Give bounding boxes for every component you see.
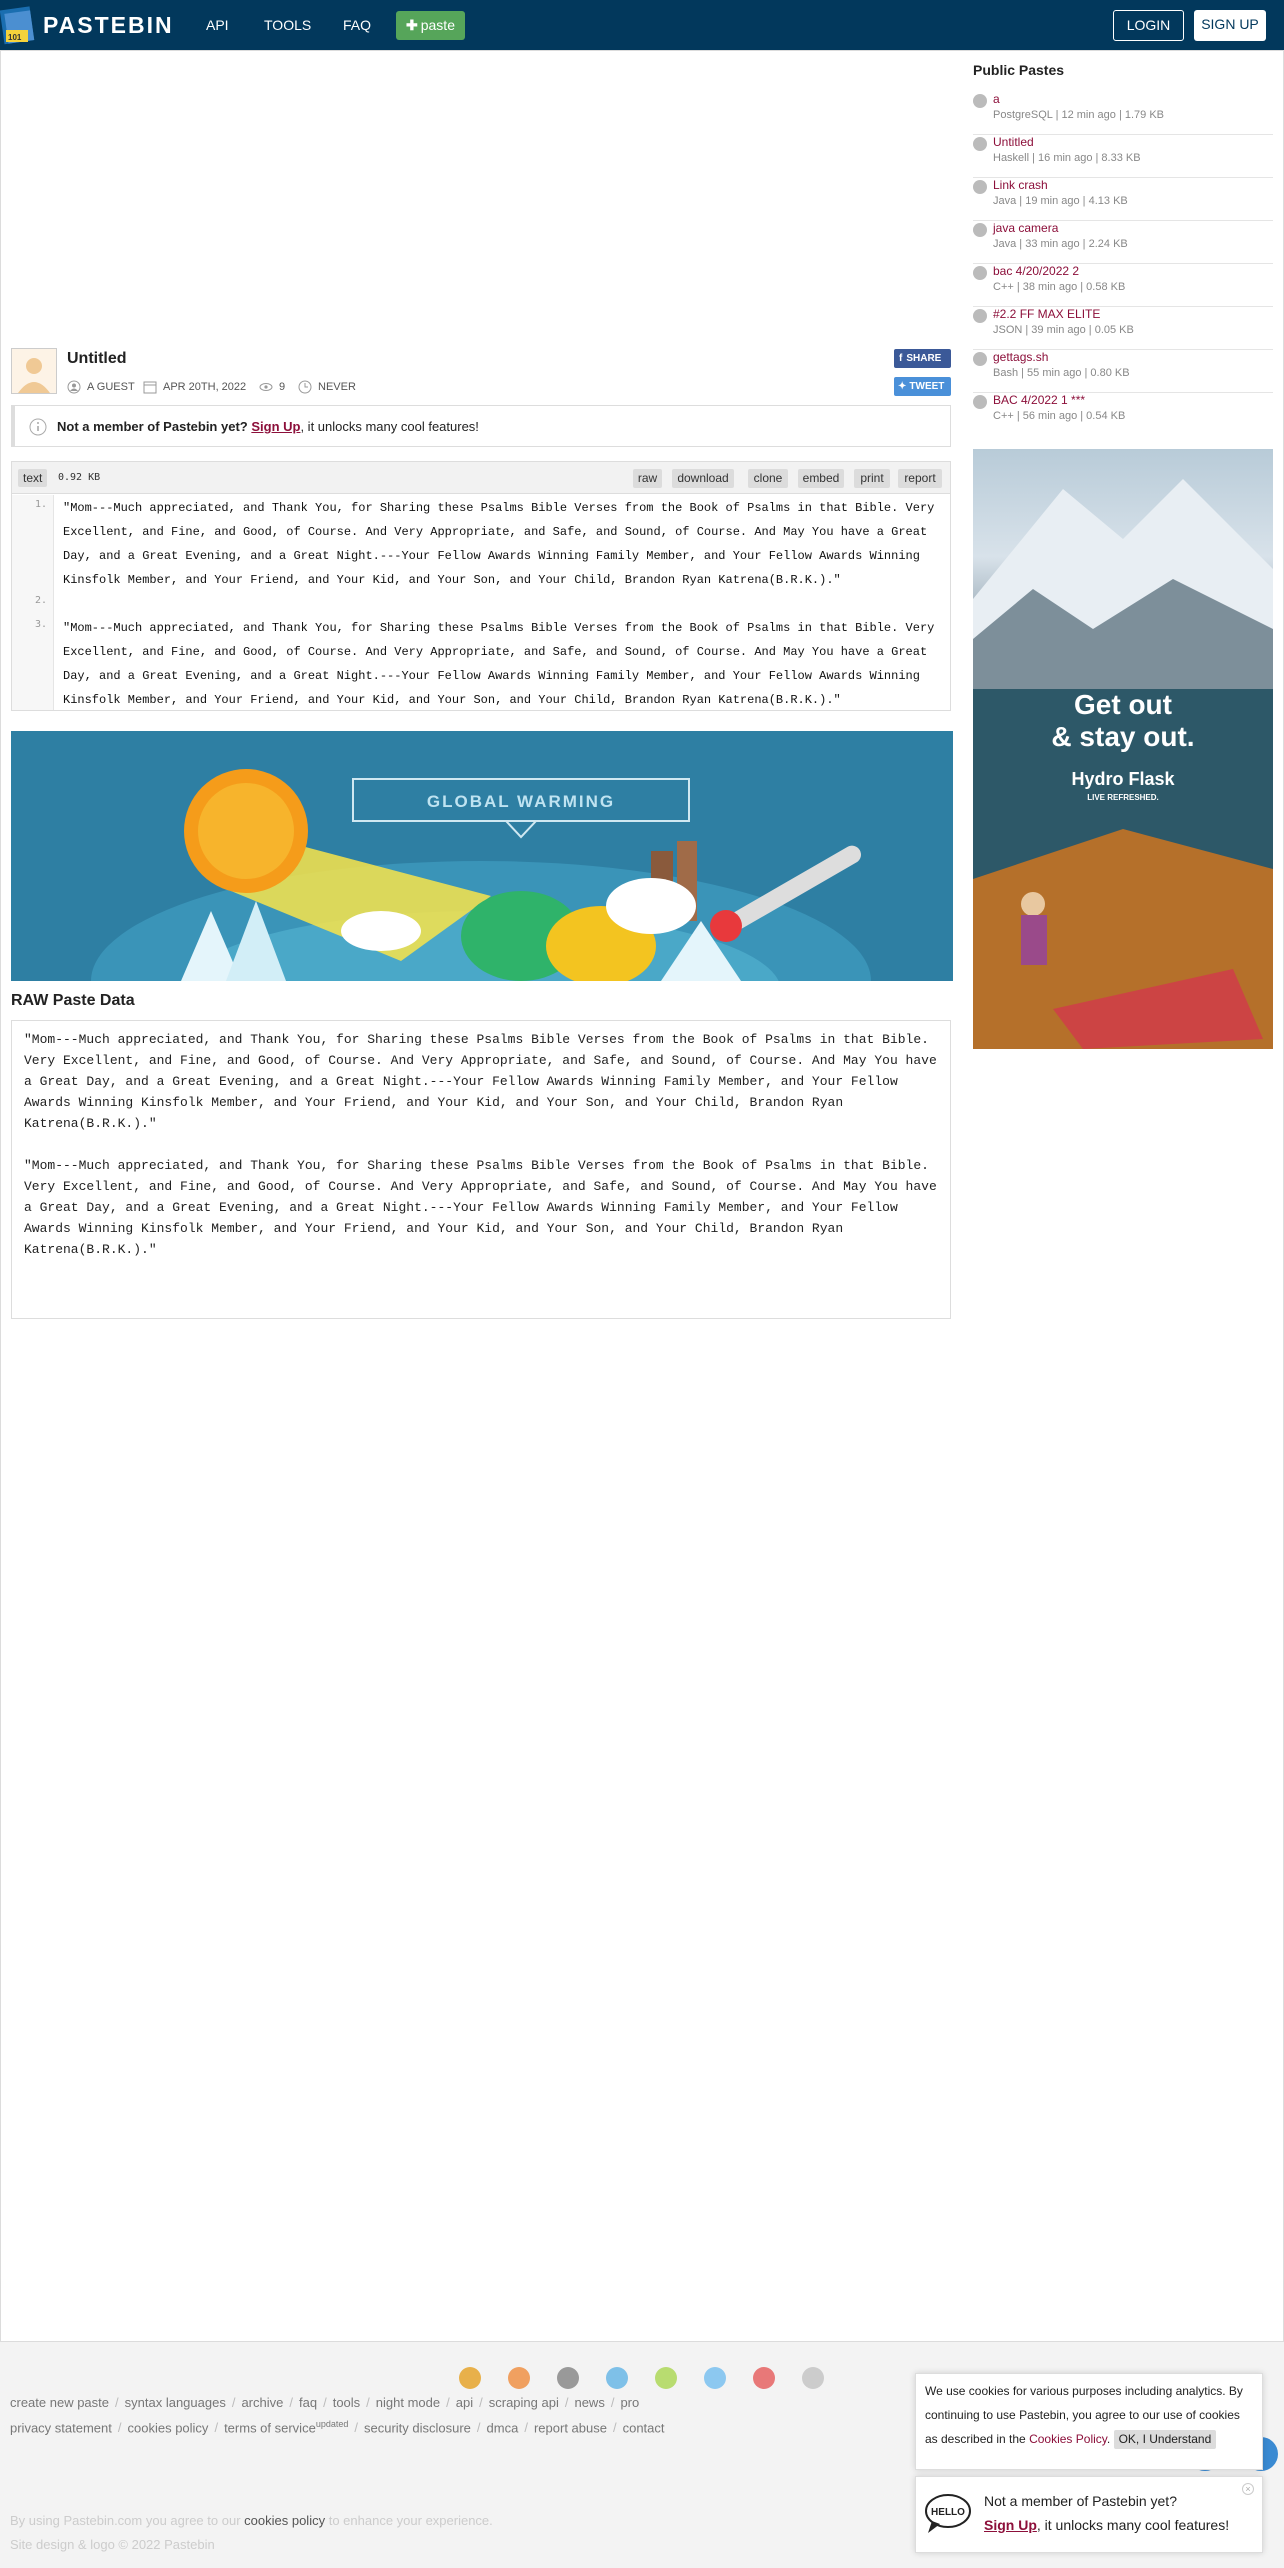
footer-link[interactable]: privacy statement xyxy=(10,2420,112,2436)
public-paste-item[interactable] xyxy=(973,307,1273,350)
expiry-value: NEVER xyxy=(318,381,356,393)
raw-paragraph: "Mom---Much appreciated, and Thank You, for Sharing these Psalms Bible Verses from the Book of Psalms in that Bible. Very Excellent, and Fine, and Good, of Course. And Very Appropriate, and Safe, and Sound, of Course. And May You have a Great Day, and a Great Evening, and a Great Night.---Your Fellow Awards Winning Family Member, and Your Fellow Awards Winning Kinsfolk Member, and Your Friend, and Your Kid, and Your Son, and Your Child, Brandon Ryan Katrena(B.R.K.)." xyxy=(24,1158,937,1257)
paste-expiry xyxy=(298,380,356,394)
date-value: APR 20TH, 2022 xyxy=(163,381,247,393)
paste-meta: PostgreSQL | 12 min ago | 1.79 KB xyxy=(993,109,1165,121)
footer-link[interactable]: tools xyxy=(332,2395,361,2410)
promo-rest-text: , it unlocks many cool features! xyxy=(1036,2517,1230,2533)
paste-meta: Haskell | 16 min ago | 8.33 KB xyxy=(993,152,1141,164)
code-toolbar xyxy=(12,462,950,494)
firefox-extension-icon[interactable] xyxy=(508,2367,530,2389)
footer-link[interactable]: contact xyxy=(622,2420,665,2436)
download-button[interactable]: download xyxy=(672,469,734,488)
user-icon xyxy=(67,380,81,394)
paste-name[interactable]: gettags.sh xyxy=(993,350,1049,364)
paste-title: Untitled xyxy=(67,350,127,367)
line-number-gutter xyxy=(12,495,54,710)
banner-headline: GLOBAL WARMING xyxy=(426,792,616,811)
embed-button[interactable]: embed xyxy=(798,469,844,488)
new-paste-button[interactable] xyxy=(396,11,465,40)
globe-icon xyxy=(973,223,987,237)
line-number: 2. xyxy=(34,595,47,606)
public-paste-item[interactable] xyxy=(973,393,1273,436)
signup-promo-popup xyxy=(915,2476,1263,2553)
ad-line1: Get out xyxy=(1074,689,1172,720)
print-button[interactable]: print xyxy=(854,469,890,488)
code-line: "Mom---Much appreciated, and Thank You, for Sharing these Psalms Bible Verses from the Book of Psalms in that Bible. Very Excellent, and Fine, and Good, of Course. And Very Appropriate, and Safe, and Sound, of Course. And May You have a Great Day, and a Great Evening, and a Great Night.---Your Fellow Awards Winning Family Member, and Your Fellow Awards Winning Kinsfolk Member, and Your Friend, and Your Kid, and Your Son, and Your Child, Brandon Ryan Katrena(B.R.K.)." xyxy=(63,501,935,587)
footer-link[interactable]: faq xyxy=(299,2395,318,2410)
public-paste-item[interactable] xyxy=(973,264,1273,307)
nav-tools[interactable]: TOOLS xyxy=(264,17,312,33)
ad-brand: Hydro Flask xyxy=(1071,769,1175,789)
user-silhouette-icon xyxy=(12,349,56,393)
share-label: SHARE xyxy=(906,353,942,364)
nav-faq[interactable]: FAQ xyxy=(343,17,372,33)
cookies-policy-link[interactable]: cookies policy xyxy=(244,2513,326,2528)
guest-avatar xyxy=(11,348,57,394)
twitter-tweet-button[interactable] xyxy=(894,377,951,396)
paste-name[interactable]: java camera xyxy=(993,221,1059,235)
public-paste-item[interactable] xyxy=(973,178,1273,221)
footer-link[interactable]: cookies policy xyxy=(127,2420,209,2436)
code-line xyxy=(63,592,948,616)
globe-icon xyxy=(973,352,987,366)
footer-link[interactable]: api xyxy=(455,2395,474,2410)
footer-link[interactable]: report abuse xyxy=(533,2420,607,2436)
public-pastes-heading: Public Pastes xyxy=(973,62,1065,78)
line-number: 1. xyxy=(34,499,47,510)
clone-button[interactable]: clone xyxy=(748,469,788,488)
notice-signup-link[interactable]: Sign Up xyxy=(251,419,301,434)
android-app-icon[interactable] xyxy=(655,2367,677,2389)
paste-views xyxy=(259,380,285,394)
agree-suffix: to enhance your experience. xyxy=(328,2513,493,2528)
top-header xyxy=(0,0,1284,50)
paste-name[interactable]: #2.2 FF MAX ELITE xyxy=(993,307,1101,321)
footer-link[interactable]: syntax languages xyxy=(124,2395,226,2410)
public-paste-item[interactable] xyxy=(973,350,1273,393)
globe-icon xyxy=(973,137,987,151)
pastebin-logo-icon[interactable] xyxy=(0,4,38,46)
cookie-text: We use cookies for various purposes including analytics. By continuing to use Pastebin, you agree to our use of cookies as described in the xyxy=(925,2384,1243,2446)
brand-name[interactable]: PASTEBIN xyxy=(43,12,174,38)
ad-line2: & stay out. xyxy=(1051,721,1195,752)
hydro-flask-side-ad[interactable] xyxy=(973,449,1273,1049)
public-paste-item[interactable] xyxy=(973,135,1273,178)
footer-links-row2: privacy statement / cookies policy / terms of service$^{updated}$ / security disclosure / dmca / report abuse / contact xyxy=(10,2419,665,2436)
info-icon xyxy=(29,418,47,436)
paste-meta: C++ | 56 min ago | 0.54 KB xyxy=(993,410,1126,422)
ios-app-icon[interactable] xyxy=(557,2367,579,2389)
signup-button[interactable]: SIGN UP xyxy=(1194,10,1266,41)
paste-name[interactable]: BAC 4/2022 1 *** xyxy=(993,393,1086,407)
macos-app-icon[interactable] xyxy=(704,2367,726,2389)
syntax-tag[interactable]: text xyxy=(18,469,47,487)
line-number: 3. xyxy=(34,619,47,630)
cookie-consent-popup: We use cookies for various purposes including analytics. By continuing to use Pastebin, you agree to our use of cookies as described in the Cookies Policy. OK, I Understand xyxy=(915,2373,1263,2470)
chrome-extension-icon[interactable] xyxy=(459,2367,481,2389)
globe-icon xyxy=(973,94,987,108)
facebook-share-button[interactable] xyxy=(894,349,951,368)
paste-meta: Java | 19 min ago | 4.13 KB xyxy=(993,195,1128,207)
twitter-bird-icon: ✦ xyxy=(898,381,907,392)
raw-paragraph: "Mom---Much appreciated, and Thank You, for Sharing these Psalms Bible Verses from the Book of Psalms in that Bible. Very Excellent, and Fine, and Good, of Course. And Very Appropriate, and Safe, and Sound, of Course. And May You have a Great Day, and a Great Evening, and a Great Night.---Your Fellow Awards Winning Family Member, and Your Fellow Awards Winning Kinsfolk Member, and Your Friend, and Your Kid, and Your Son, and Your Child, Brandon Ryan Katrena(B.R.K.)." xyxy=(24,1032,937,1131)
paste-name[interactable]: a xyxy=(993,92,1000,106)
footer-link[interactable]: news xyxy=(574,2395,605,2410)
updated-badge: updated xyxy=(315,2419,349,2429)
copyright: Site design & logo © 2022 Pastebin xyxy=(10,2537,215,2552)
globe-icon xyxy=(973,309,987,323)
cookie-agreement-note xyxy=(10,2513,493,2528)
tweet-label: TWEET xyxy=(909,381,945,392)
svg-text:101: 101 xyxy=(8,33,22,42)
footer-link[interactable]: archive xyxy=(241,2395,284,2410)
code-line: "Mom---Much appreciated, and Thank You, for Sharing these Psalms Bible Verses from the Book of Psalms in that Bible. Very Excellent, and Fine, and Good, of Course. And Very Appropriate, and Safe, and Sound, of Course. And May You have a Great Day, and a Great Evening, and a Great Night.---Your Fellow Awards Winning Family Member, and Your Fellow Awards Winning Kinsfolk Member, and Your Friend, and Your Kid, and Your Son, and Your Child, Brandon Ryan Katrena(B.R.K.)." xyxy=(63,621,935,707)
globe-icon xyxy=(973,395,987,409)
globe-icon xyxy=(973,266,987,280)
author-name[interactable]: A GUEST xyxy=(87,381,135,393)
promo-line1: Not a member of Pastebin yet? xyxy=(984,2493,1177,2509)
footer-link[interactable]: create new paste xyxy=(10,2395,110,2410)
ad-tagline: LIVE REFRESHED. xyxy=(1087,793,1159,802)
calendar-icon xyxy=(143,380,157,394)
cookie-policy-link[interactable]: Cookies Policy xyxy=(1029,2432,1107,2446)
hello-speech-bubble-icon xyxy=(924,2491,974,2535)
public-paste-item[interactable] xyxy=(973,92,1273,135)
close-icon[interactable]: × xyxy=(1242,2483,1254,2495)
paste-name[interactable]: bac 4/20/2022 2 xyxy=(993,264,1080,278)
report-button[interactable]: report xyxy=(898,469,942,488)
footer-link[interactable]: security disclosure xyxy=(363,2420,471,2436)
views-value: 9 xyxy=(279,381,286,393)
paste-meta: JSON | 39 min ago | 0.05 KB xyxy=(993,324,1134,336)
paste-size: 0.92 KB xyxy=(58,472,101,483)
paste-meta: Java | 33 min ago | 2.24 KB xyxy=(993,238,1128,250)
paste-name[interactable]: Link crash xyxy=(993,178,1048,192)
member-notice xyxy=(11,405,951,447)
notice-bold-text: Not a member of Pastebin yet? xyxy=(57,419,248,434)
eye-icon xyxy=(259,380,273,394)
svg-text:HELLO: HELLO xyxy=(931,2507,965,2518)
paste-code-box xyxy=(11,461,951,711)
promo-signup-link[interactable]: Sign Up xyxy=(984,2517,1037,2533)
raw-button[interactable]: raw xyxy=(633,469,662,488)
clock-icon xyxy=(298,380,312,394)
unix-app-icon[interactable] xyxy=(802,2367,824,2389)
paste-meta: Bash | 55 min ago | 0.80 KB xyxy=(993,367,1130,379)
paste-meta: C++ | 38 min ago | 0.58 KB xyxy=(993,281,1126,293)
login-button[interactable]: LOGIN xyxy=(1113,10,1184,41)
nav-api[interactable]: API xyxy=(206,17,229,33)
global-warming-illustration xyxy=(11,731,953,981)
footer-link[interactable]: dmca xyxy=(486,2420,519,2436)
new-paste-label: paste xyxy=(420,17,455,33)
global-warming-banner-ad[interactable] xyxy=(11,731,953,981)
raw-data-heading: RAW Paste Data xyxy=(11,992,135,1009)
public-paste-item[interactable] xyxy=(973,221,1273,264)
footer-link[interactable]: night mode xyxy=(375,2395,441,2410)
footer-link[interactable]: scraping api xyxy=(488,2395,559,2410)
cookie-ok-button[interactable]: OK, I Understand xyxy=(1114,2430,1217,2449)
raw-data-textarea[interactable] xyxy=(11,1020,951,1319)
plus-icon: ✚ xyxy=(406,17,418,33)
footer-link[interactable]: terms of service xyxy=(224,2420,316,2436)
agree-prefix: By using Pastebin.com you agree to our xyxy=(10,2513,241,2528)
globe-icon xyxy=(973,180,987,194)
footer-link[interactable]: pro xyxy=(620,2395,640,2410)
paste-date xyxy=(143,380,246,394)
paste-name[interactable]: Untitled xyxy=(993,135,1034,149)
footer-links-row1: create new paste / syntax languages / archive / faq / tools / night mode / api / scraping api / news / pro xyxy=(10,2395,640,2410)
opera-extension-icon[interactable] xyxy=(753,2367,775,2389)
windows-app-icon[interactable] xyxy=(606,2367,628,2389)
notice-rest-text: , it unlocks many cool features! xyxy=(300,419,479,434)
facebook-icon: f xyxy=(899,353,903,364)
paste-author xyxy=(67,380,135,394)
